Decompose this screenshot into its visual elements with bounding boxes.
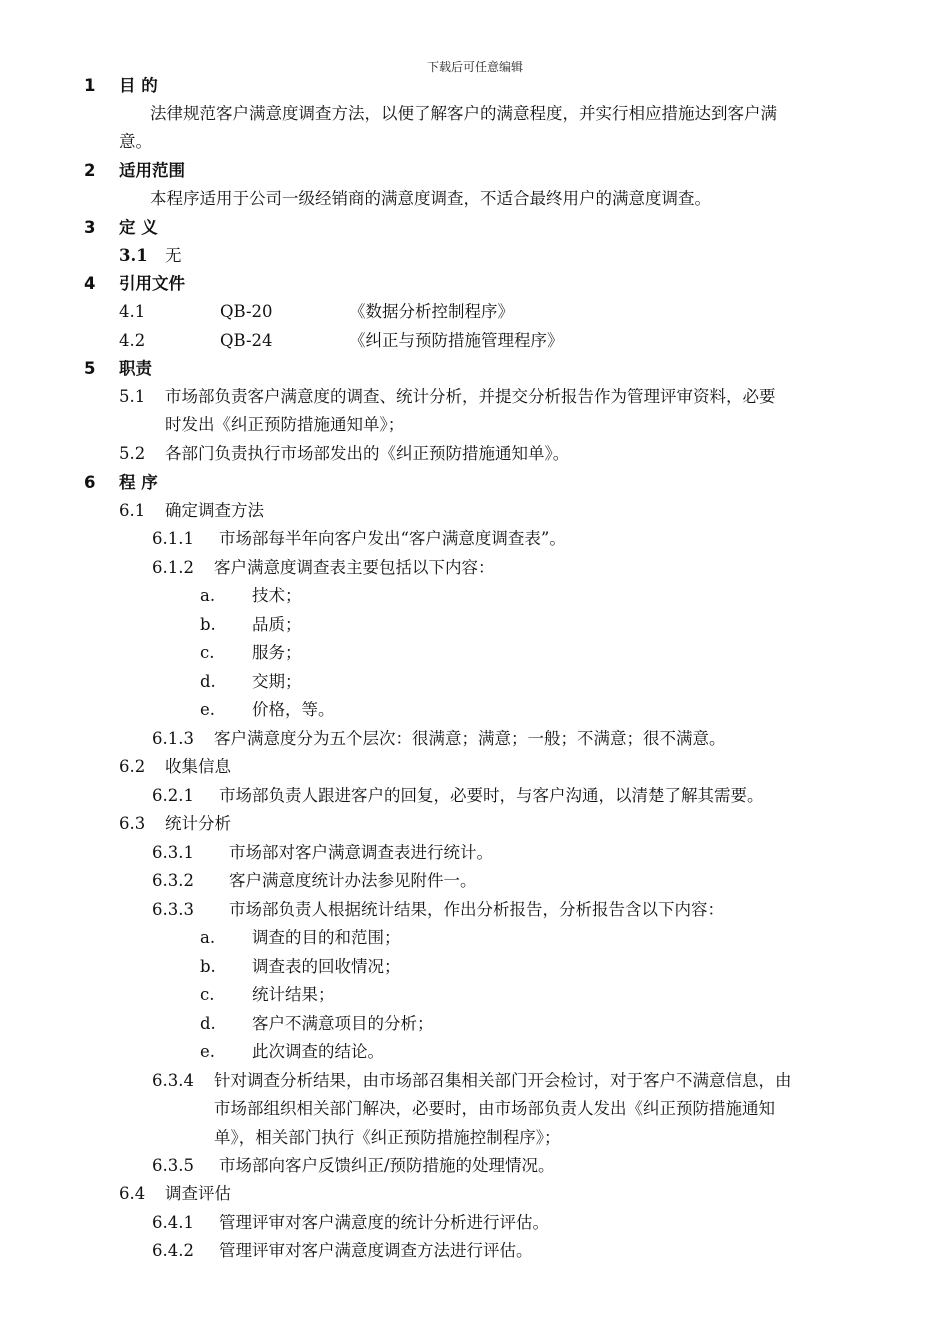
section-6-3-2-text: 客户满意度统计办法参见附件一。	[229, 871, 477, 890]
ref-2-number: 4.2	[119, 331, 146, 350]
list-item-marker: c.	[200, 985, 215, 1004]
section-4-number: 4	[84, 274, 96, 293]
list-item-marker: b.	[200, 957, 216, 976]
section-6-4-2-text: 管理评审对客户满意度调查方法进行评估。	[219, 1241, 533, 1260]
list-item-marker: c.	[200, 643, 215, 662]
section-6-4-1-number: 6.4.1	[152, 1213, 194, 1232]
list-item-text: 服务；	[252, 643, 302, 662]
list-item-text: 价格，等。	[252, 700, 335, 719]
section-6-4-2-number: 6.4.2	[152, 1241, 194, 1260]
list-item-text: 调查表的回收情况；	[252, 957, 401, 976]
section-6-3-number: 6.3	[119, 814, 146, 833]
section-6-3-3-number: 6.3.3	[152, 900, 194, 919]
section-6-1-2-text: 客户满意度调查表主要包括以下内容：	[214, 558, 495, 577]
list-item-marker: e.	[200, 700, 216, 719]
list-item-text: 统计结果；	[252, 985, 335, 1004]
section-4-title: 引用文件	[119, 274, 185, 293]
list-item-marker: a.	[200, 928, 216, 947]
section-6-2-1-number: 6.2.1	[152, 786, 194, 805]
list-item-marker: b.	[200, 615, 216, 634]
ref-1-number: 4.1	[119, 302, 146, 321]
section-5-number: 5	[84, 359, 96, 378]
section-5-1-number: 5.1	[119, 387, 146, 406]
section-6-3-4-number: 6.3.4	[152, 1071, 194, 1090]
page-header: 下载后可任意编辑	[426, 60, 523, 74]
ref-1-name: 《数据分析控制程序》	[349, 302, 514, 321]
section-6-1-number: 6.1	[119, 501, 146, 520]
section-6-title: 程 序	[119, 473, 158, 492]
section-3-1-text: 无	[165, 246, 182, 265]
list-item-text: 技术；	[252, 586, 302, 605]
section-3-number: 3	[84, 218, 96, 237]
section-6-3-1-number: 6.3.1	[152, 843, 194, 862]
section-6-3-4-line2: 市场部组织相关部门解决，必要时，由市场部负责人发出《纠正预防措施通知	[214, 1099, 775, 1118]
section-6-4-number: 6.4	[119, 1184, 146, 1203]
section-6-1-2-number: 6.1.2	[152, 558, 194, 577]
section-6-1-1-text: 市场部每半年向客户发出“客户满意度调查表”。	[219, 529, 566, 548]
section-6-2-number: 6.2	[119, 757, 146, 776]
list-item-text: 此次调查的结论。	[252, 1042, 384, 1061]
ref-2-code: QB-24	[220, 331, 273, 350]
section-5-2-number: 5.2	[119, 444, 146, 463]
section-5-1-line1: 市场部负责客户满意度的调查、统计分析，并提交分析报告作为管理评审资料，必要	[165, 387, 776, 406]
list-item-marker: d.	[200, 672, 216, 691]
section-6-3-1-text: 市场部对客户满意调查表进行统计。	[229, 843, 493, 862]
section-2-title: 适用范围	[119, 161, 185, 180]
section-6-3-4-line1: 针对调查分析结果，由市场部召集相关部门开会检讨，对于客户不满意信息，由	[214, 1071, 792, 1090]
section-5-title: 职责	[119, 359, 152, 378]
section-6-3-5-text: 市场部向客户反馈纠正/预防措施的处理情况。	[219, 1156, 555, 1175]
section-3-1-number: 3.1	[119, 246, 148, 265]
list-item-marker: a.	[200, 586, 216, 605]
section-6-4-1-text: 管理评审对客户满意度的统计分析进行评估。	[219, 1213, 549, 1232]
list-item-marker: e.	[200, 1042, 216, 1061]
section-6-2-1-text: 市场部负责人跟进客户的回复，必要时，与客户沟通，以清楚了解其需要。	[219, 786, 764, 805]
list-item-text: 调查的目的和范围；	[252, 928, 401, 947]
section-6-3-5-number: 6.3.5	[152, 1156, 194, 1175]
section-2-number: 2	[84, 161, 96, 180]
section-3-title: 定 义	[119, 218, 158, 237]
section-6-4-title: 调查评估	[165, 1184, 231, 1203]
list-item-text: 客户不满意项目的分析；	[252, 1014, 434, 1033]
section-5-1-line2: 时发出《纠正预防措施通知单》；	[165, 415, 405, 434]
section-6-1-3-text: 客户满意度分为五个层次：很满意；满意；一般；不满意；很不满意。	[214, 729, 726, 748]
list-item-text: 品质；	[252, 615, 302, 634]
list-item-text: 交期；	[252, 672, 302, 691]
section-6-3-2-number: 6.3.2	[152, 871, 194, 890]
section-6-3-title: 统计分析	[165, 814, 231, 833]
section-1-number: 1	[84, 76, 96, 95]
section-6-3-4-line3: 单》，相关部门执行《纠正预防措施控制程序》；	[214, 1128, 561, 1147]
section-1-body-line2: 意。	[119, 132, 152, 151]
section-2-body: 本程序适用于公司一级经销商的满意度调查，不适合最终用户的满意度调查。	[150, 189, 711, 208]
section-6-3-3-text: 市场部负责人根据统计结果，作出分析报告，分析报告含以下内容：	[229, 900, 724, 919]
section-6-1-1-number: 6.1.1	[152, 529, 194, 548]
list-item-marker: d.	[200, 1014, 216, 1033]
ref-2-name: 《纠正与预防措施管理程序》	[349, 331, 564, 350]
section-5-2-text: 各部门负责执行市场部发出的《纠正预防措施通知单》。	[165, 444, 570, 463]
section-1-title: 目 的	[119, 76, 158, 95]
ref-1-code: QB-20	[220, 302, 273, 321]
section-1-body-line1: 法律规范客户满意度调查方法，以便了解客户的满意程度，并实行相应措施达到客户满	[150, 104, 777, 123]
section-6-1-title: 确定调查方法	[165, 501, 264, 520]
section-6-2-title: 收集信息	[165, 757, 231, 776]
section-6-number: 6	[84, 473, 96, 492]
section-6-1-3-number: 6.1.3	[152, 729, 194, 748]
